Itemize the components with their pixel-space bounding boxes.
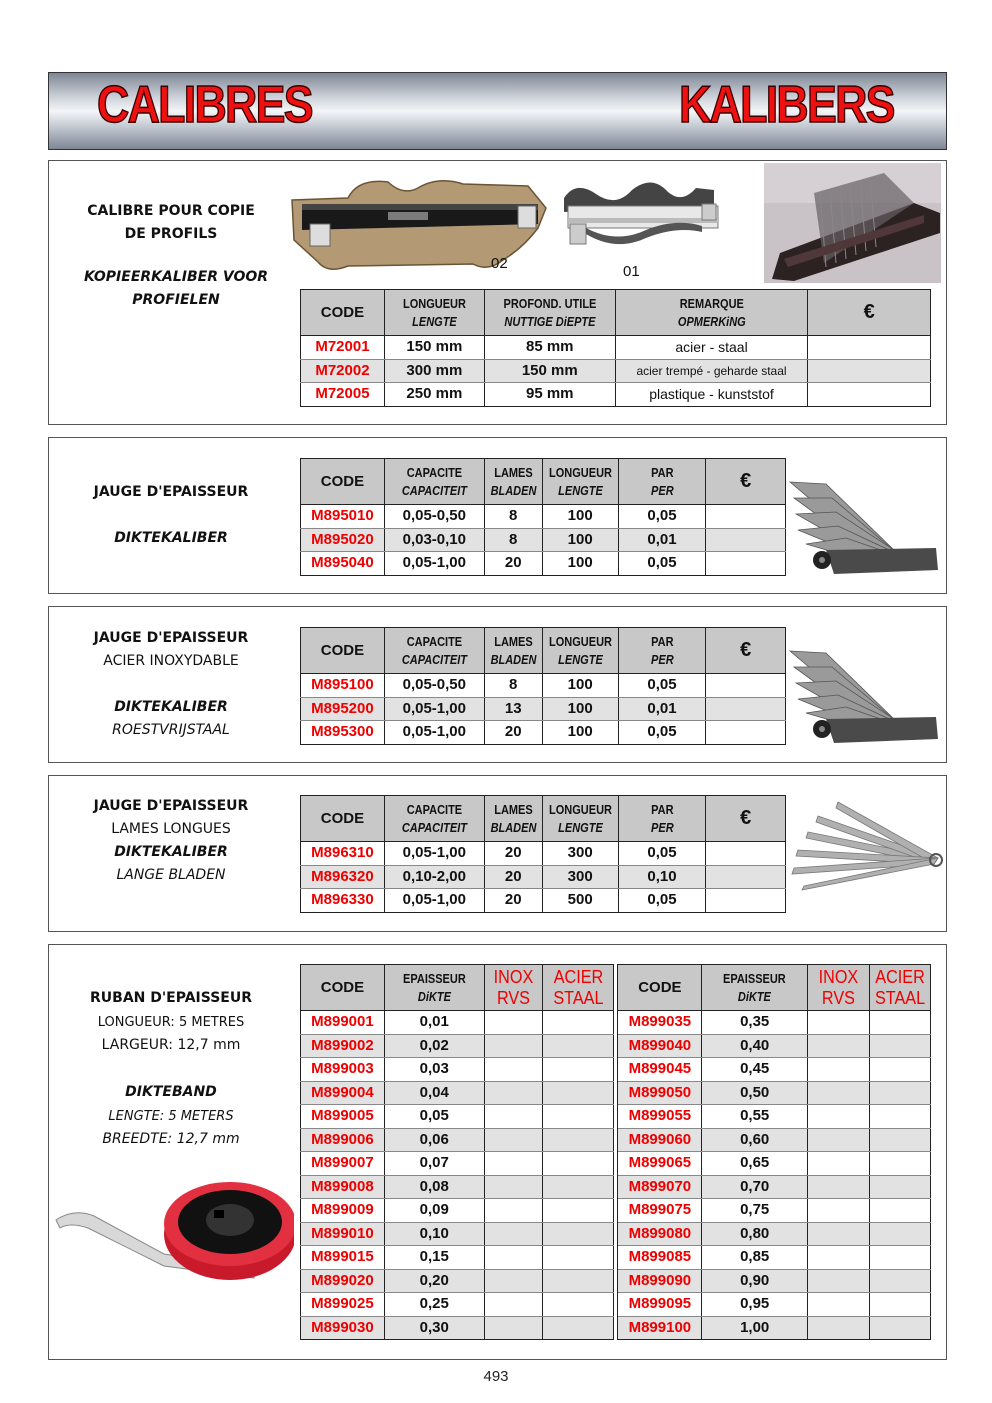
table-row: M72001 150 mm 85 mm acier - staal [301,336,931,360]
col-code: CODE [301,459,385,505]
col-code: CODE [301,796,385,842]
profile-gauge-table [300,289,931,407]
table-row: M899020 0,20 M899090 0,90 [301,1269,931,1293]
col-remark: REMARQUE OPMERKiNG [615,290,808,336]
col-thickness-left: EPAISSEUR DiKTE [384,965,484,1011]
col-price: € [706,628,786,674]
table-row: M895040 0,05-1,00 20 100 0,05 [301,552,786,576]
col-price: € [706,459,786,505]
table-row: M899006 0,06 M899060 0,60 [301,1128,931,1152]
col-step: PAR PER [618,459,706,505]
table-row: M899002 0,02 M899040 0,40 [301,1034,931,1058]
col-depth: PROFOND. UTILE NUTTIGE DiEPTE [484,290,615,336]
image-label-01: 01 [623,263,640,280]
table-row: M72005 250 mm 95 mm plastique - kunststof [301,383,931,407]
feeler-gauge-image [786,474,944,580]
feeler-gauge-table [300,458,786,576]
col-code-right: CODE [618,965,702,1011]
table-row: M896310 0,05-1,00 20 300 0,05 [301,842,786,866]
long-feeler-gauge-table [300,795,786,913]
stainless-feeler-gauge-image [786,643,944,749]
col-steel-right: ACIER STAAL [869,965,930,1011]
col-code-left: CODE [301,965,385,1011]
col-price: € [808,290,931,336]
table-row: M895200 0,05-1,00 13 100 0,01 [301,697,786,721]
image-label-02: 02 [491,255,508,272]
profile-gauge-image-02 [288,168,550,278]
col-price: € [706,796,786,842]
col-length: LONGUEUR LENGTE [542,628,618,674]
stainless-labels: JAUGE D'EPAISSEUR ACIER INOXYDABLE [93,630,249,669]
table-row: M899007 0,07 M899065 0,65 [301,1152,931,1176]
col-step: PAR PER [618,796,706,842]
col-capacity: CAPACITE CAPACITEIT [384,628,484,674]
col-capacity: CAPACITE CAPACITEIT [384,459,484,505]
stainless-labels-nl: DIKTEKALIBER ROESTVRIJSTAAL [112,699,230,738]
table-row: M899015 0,15 M899085 0,85 [301,1246,931,1270]
profile-gauge-title-fr: CALIBRE POUR COPIE DE PROFILS [87,203,255,242]
col-inox-right: INOX RVS [808,965,870,1011]
col-thickness-right: EPAISSEUR DiKTE [702,965,808,1011]
table-row: M899001 0,01 M899035 0,35 [301,1011,931,1035]
col-steel-left: ACIER STAAL [542,965,614,1011]
table-row: M895100 0,05-0,50 8 100 0,05 [301,674,786,698]
profile-gauge-image-01 [556,168,724,252]
table-row: M72002 300 mm 150 mm acier trempé - geharde staal [301,359,931,383]
col-length: LONGUEUR LENGTE [542,796,618,842]
table-row: M896330 0,05-1,00 20 500 0,05 [301,889,786,913]
table-row: M899010 0,10 M899080 0,80 [301,1222,931,1246]
col-inox-left: INOX RVS [484,965,542,1011]
col-blades: LAMES BLADEN [484,628,542,674]
table-row: M896320 0,10-2,00 20 300 0,10 [301,865,786,889]
col-blades: LAMES BLADEN [484,459,542,505]
table-row: M899009 0,09 M899075 0,75 [301,1199,931,1223]
col-code: CODE [301,628,385,674]
col-code: CODE [301,290,385,336]
table-row: M899004 0,04 M899050 0,50 [301,1081,931,1105]
table-row: M895020 0,03-0,10 8 100 0,01 [301,528,786,552]
feeler-gauge-title-nl: DIKTEKALIBER [114,530,228,546]
col-capacity: CAPACITE CAPACITEIT [384,796,484,842]
col-length: LONGUEUR LENGTE [384,290,484,336]
table-row: M899025 0,25 M899095 0,95 [301,1293,931,1317]
table-row: M899003 0,03 M899045 0,45 [301,1058,931,1082]
profile-gauge-title-nl: KOPIEERKALIBER VOOR PROFIELEN [83,269,269,308]
table-row: M899005 0,05 M899055 0,55 [301,1105,931,1129]
page-number: 493 [483,1368,509,1385]
table-row: M895010 0,05-0,50 8 100 0,05 [301,505,786,529]
title-left: CALIBRES [97,76,312,134]
col-length: LONGUEUR LENGTE [542,459,618,505]
table-row: M899030 0,30 M899100 1,00 [301,1316,931,1340]
long-blade-labels: JAUGE D'EPAISSEUR LAMES LONGUES DIKTEKALIBER LANGE BLADEN [93,798,249,883]
feeler-tape-table [300,964,931,1340]
title-banner [48,72,947,150]
title-right: KALIBERS [679,76,894,134]
feeler-tape-image [54,1180,294,1292]
feeler-gauge-title-fr: JAUGE D'EPAISSEUR [93,484,249,500]
stainless-feeler-gauge-table [300,627,786,745]
feeler-tape-labels: RUBAN D'EPAISSEUR LONGUEUR: 5 METRES LARGEUR: 12,7 mm DIKTEBAND LENGTE: 5 METERS BREEDTE: 12,7 mm [90,990,252,1147]
profile-gauge-photo [764,163,941,283]
table-row: M895300 0,05-1,00 20 100 0,05 [301,721,786,745]
table-row: M899008 0,08 M899070 0,70 [301,1175,931,1199]
long-feeler-gauge-image [788,792,946,892]
col-blades: LAMES BLADEN [484,796,542,842]
col-step: PAR PER [618,628,706,674]
